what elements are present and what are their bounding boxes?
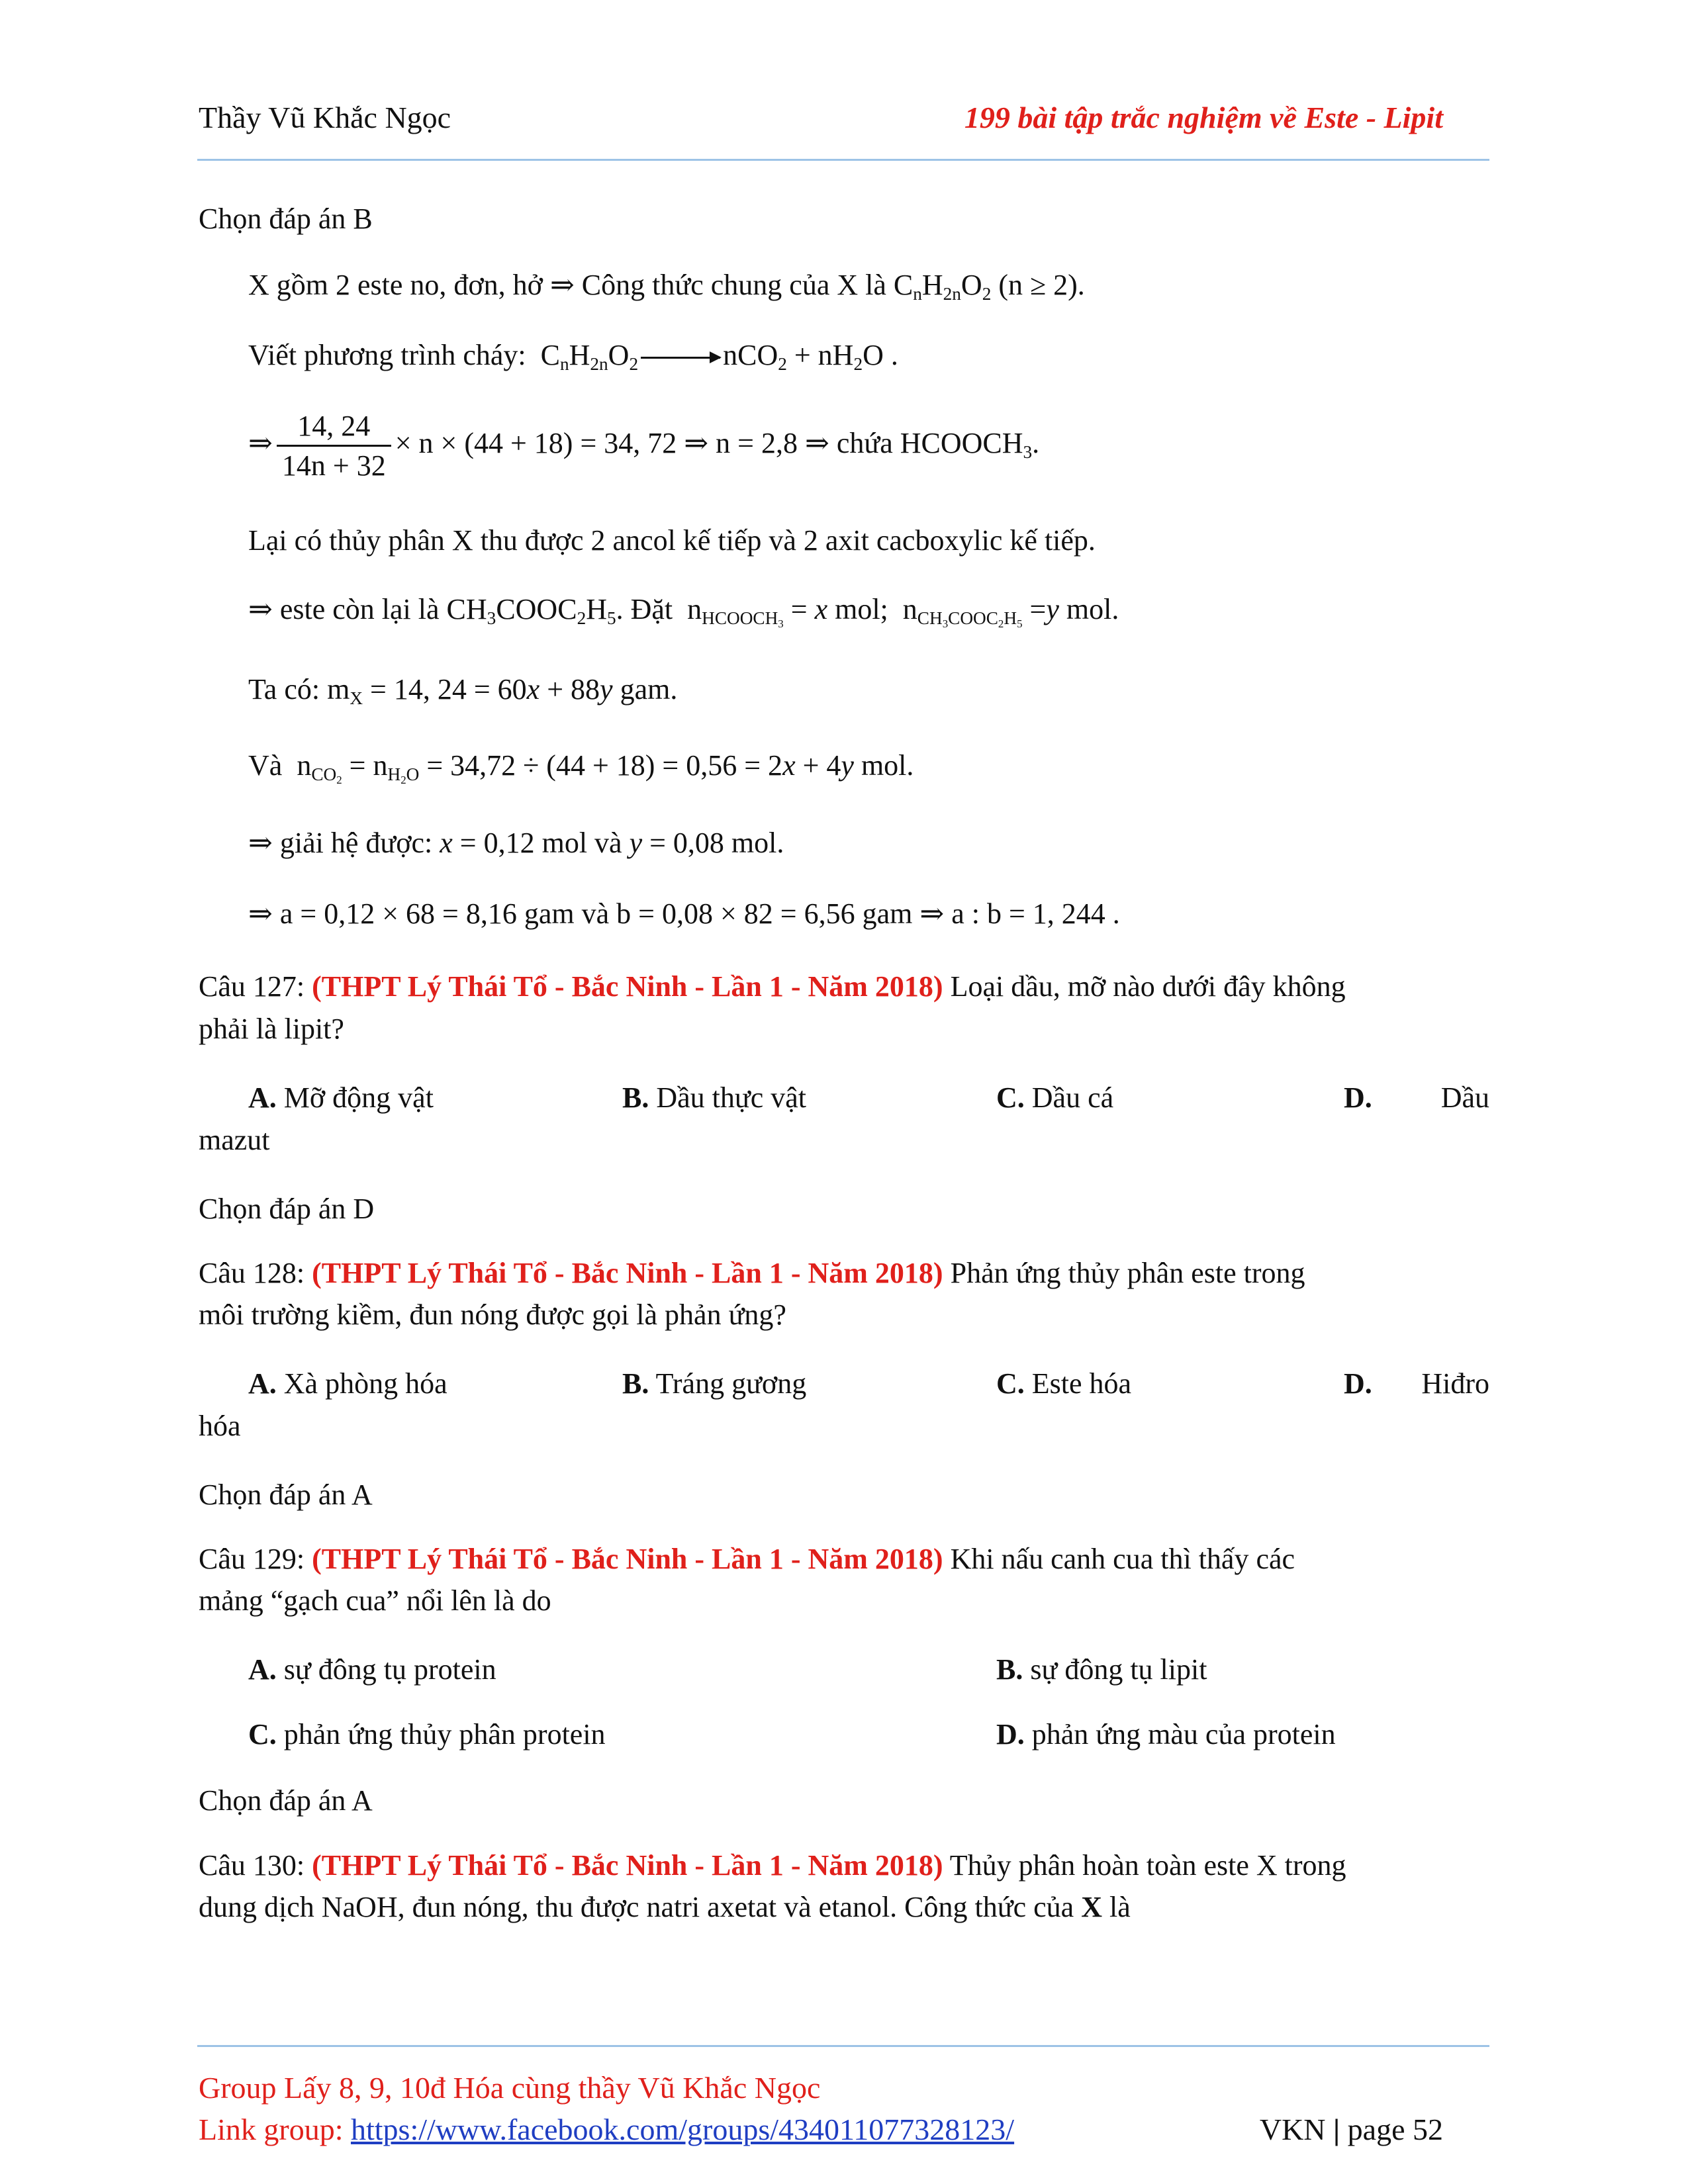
question-128-line-1: Câu 128: (THPT Lý Thái Tổ - Bắc Ninh - Lần 1 - Năm 2018) Phản ứng thủy phân este trong [199, 1257, 1305, 1289]
q128-answer: Chọn đáp án A [199, 1479, 373, 1511]
header-rule [197, 159, 1489, 161]
footer-group: Group Lấy 8, 9, 10đ Hóa cùng thầy Vũ Khắc Ngọc [199, 2071, 821, 2105]
question-127-line-2: phải là lipit? [199, 1013, 344, 1045]
footer-link-line: Link group: https://www.facebook.com/groups/434011077328123/ [199, 2113, 1015, 2146]
q129-option-b[interactable]: B. sự đông tụ lipit [996, 1653, 1207, 1686]
q127-answer: Chọn đáp án D [199, 1193, 375, 1225]
solution-line-5: ⇒ este còn lại là $CH_3COOC_2H_5$. Đặt $n_{HCOOCH_3} = x$ mol; $n_{CH_3COOC_2H_5} =y$ mol. [248, 593, 1119, 631]
q127-option-b[interactable]: B. Dầu thực vật [622, 1081, 807, 1114]
solution-line-9: ⇒ a = 0,12 × 68 = 8,16 gam và b = 0,08 × 82 = 6,56 gam ⇒ a : b = 1, 244 . [248, 897, 1120, 930]
q129-option-c[interactable]: C. phản ứng thủy phân protein [248, 1718, 606, 1751]
q129-option-a[interactable]: A. sự đông tụ protein [248, 1653, 496, 1686]
q127-option-d-key[interactable]: D. [1344, 1081, 1372, 1114]
question-130-line-2: dung dịch NaOH, đun nóng, thu được natri axetat và etanol. Công thức của X là [199, 1891, 1131, 1923]
question-127-line-1: Câu 127: (THPT Lý Thái Tổ - Bắc Ninh - Lần 1 - Năm 2018) Loại dầu, mỡ nào dưới đây không [199, 970, 1346, 1003]
header-author: Thầy Vũ Khắc Ngọc [199, 101, 451, 134]
q127-option-d-wrap[interactable]: mazut [199, 1124, 270, 1156]
footer-page-number: VKN | page 52 [1259, 2113, 1443, 2146]
combustion-equation: $C_nH_{2n}O_2$ $nCO_2 + nH_2O$ . [533, 339, 898, 375]
q128-option-d-key[interactable]: D. [1344, 1367, 1372, 1400]
question-129-line-1: Câu 129: (THPT Lý Thái Tổ - Bắc Ninh - Lần 1 - Năm 2018) Khi nấu canh cua thì thấy các [199, 1543, 1295, 1575]
solution-line-7: Và $n_{CO_2} = n_{H_2O} = 34,72 \div (44 + 18) = 0,56 = 2x + 4y$ mol. [248, 749, 914, 787]
q129-answer: Chọn đáp án A [199, 1784, 373, 1817]
header-title: 199 bài tập trắc nghiệm về Este - Lipit [964, 101, 1443, 134]
q128-option-d-wrap[interactable]: hóa [199, 1410, 241, 1442]
fraction: $\frac{14, 24}{14n + 32}$ [277, 407, 391, 484]
footer-rule [197, 2045, 1489, 2047]
q127-option-c[interactable]: C. Dầu cá [996, 1081, 1114, 1114]
solution-line-8: ⇒ giải hệ được: x = 0,12 mol và y = 0,08 mol. [248, 827, 784, 859]
footer-group-link[interactable]: https://www.facebook.com/groups/434011077328123/ [350, 2113, 1015, 2146]
solution-line-6: Ta có: $m_X = 14$, 24 = 60x + 88y gam. [248, 673, 678, 709]
solution-line-3: ⇒ $\frac{14, 24}{14n + 32}$ × n × (44 + 18) = 34, 72 ⇒ n = 2,8 ⇒ chứa $HCOOCH_3$. [248, 407, 1039, 484]
question-130-line-1: Câu 130: (THPT Lý Thái Tổ - Bắc Ninh - Lần 1 - Năm 2018) Thủy phân hoàn toàn este X trong [199, 1849, 1346, 1882]
question-128-line-2: môi trường kiềm, đun nóng được gọi là phản ứng? [199, 1298, 786, 1331]
solution-line-4: Lại có thủy phân X thu được 2 ancol kế tiếp và 2 axit cacboxylic kế tiếp. [248, 524, 1096, 557]
q127-option-a[interactable]: A. Mỡ động vật [248, 1081, 434, 1114]
q128-option-c[interactable]: C. Este hóa [996, 1367, 1132, 1400]
q128-option-d-text[interactable]: Hiđro [1421, 1367, 1489, 1400]
solution-line-1: X gồm 2 este no, đơn, hở ⇒ Công thức chung của X là $C_nH_{2n}O_2$ (n ≥ 2). [248, 269, 1085, 304]
q129-option-d[interactable]: D. phản ứng màu của protein [996, 1718, 1336, 1751]
q128-option-a[interactable]: A. Xà phòng hóa [248, 1367, 447, 1400]
q127-option-d-text[interactable]: Dầu [1440, 1081, 1489, 1114]
solution-answer: Chọn đáp án B [199, 203, 373, 235]
solution-line-2: Viết phương trình cháy: $C_nH_{2n}O_2$ $nCO_2 + nH_2O$ . [248, 339, 898, 375]
q128-option-b[interactable]: B. Tráng gương [622, 1367, 807, 1400]
question-129-line-2: mảng “gạch cua” nổi lên là do [199, 1584, 551, 1617]
